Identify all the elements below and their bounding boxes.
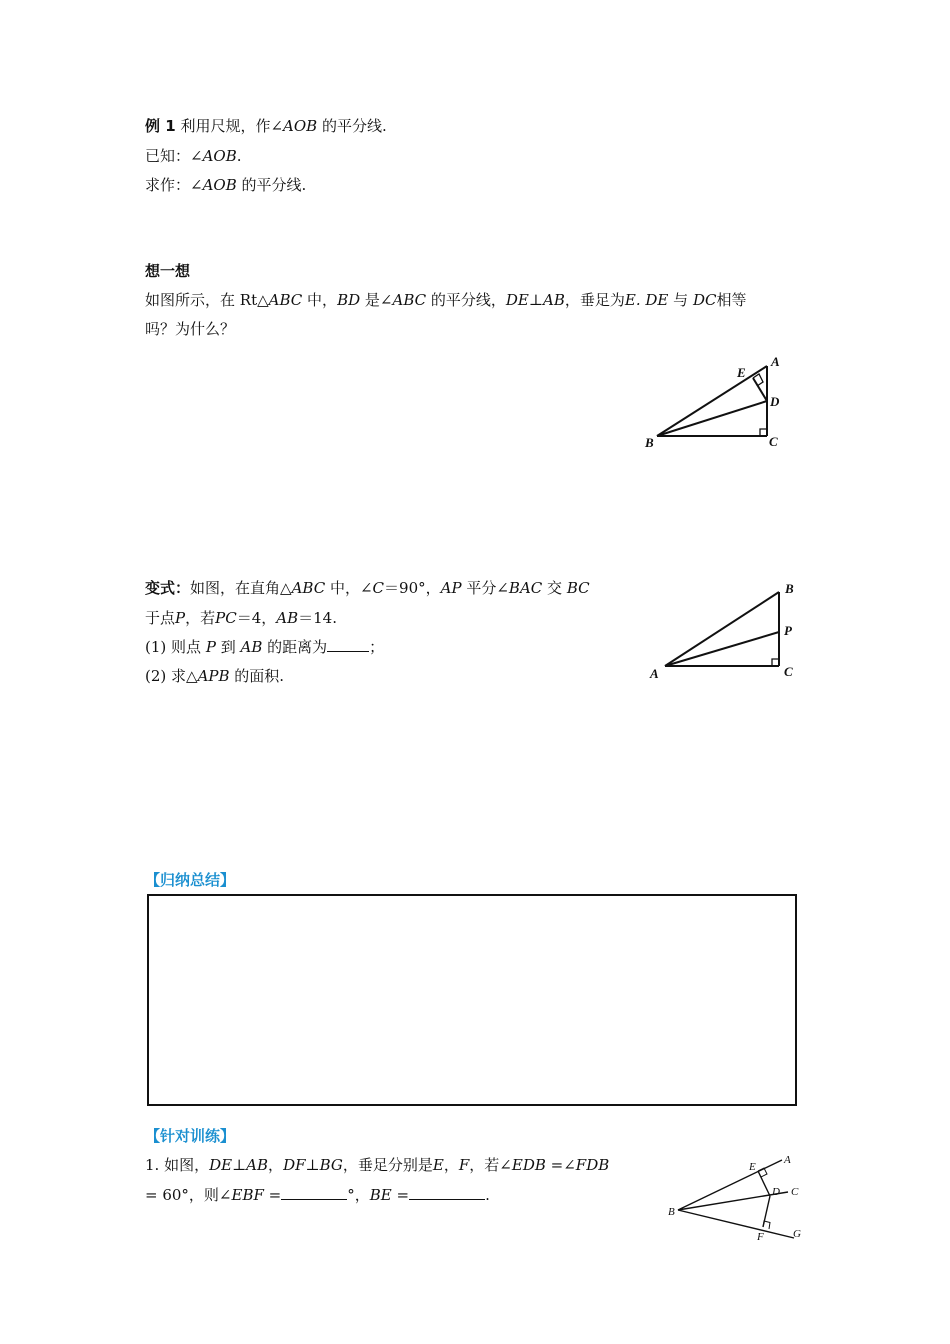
variant-text: 交 [547,579,563,597]
seg-bd: BD [337,291,361,309]
seg-ba [657,366,767,436]
variant-text: 于点 [145,609,176,627]
request-label: 求作：∠ [145,176,203,194]
label-a: A [784,1154,791,1166]
answer-blank-be [409,1185,485,1200]
summary-box[interactable] [147,894,797,1106]
variant-text: ＝4， [236,609,277,627]
point-p: P [205,638,216,656]
training-text: ， [443,1156,459,1174]
training-text: = [391,1186,410,1204]
label-f: F [757,1231,764,1243]
training-text: . [485,1186,490,1204]
variant-question-2 [145,666,284,686]
seg-ap: AP [440,579,462,597]
variant-figure [645,578,805,688]
variant-line1 [145,578,590,598]
label-e: E [749,1161,756,1173]
right-angle-c-icon [760,429,767,436]
angle-aob: AOB [202,147,237,165]
think-text: 的平分线， [430,291,506,309]
df-perp-bg: DF⊥BG [283,1156,343,1174]
think-question-line1 [145,290,746,310]
think-text: 如图所示，在 Rt△ [145,291,269,309]
de-perp-ab: DE⊥AB [209,1156,269,1174]
variant-text: 的面积. [234,667,285,685]
label-e: E [737,365,746,380]
label-d: D [772,1186,780,1198]
point-f: F [458,1156,470,1174]
variant-text: 如图，在直角△ [190,579,292,597]
label-d: D [770,394,780,409]
training-title: 【针对训练】 [145,1127,236,1145]
seg-ab: AB [240,638,263,656]
training-text: °， [347,1186,370,1204]
variant-text: 到 [220,638,236,656]
seg-pc: PC [215,609,237,627]
variant-text: 的距离为 [267,638,328,656]
label-g: G [793,1228,801,1240]
think-figure [640,355,790,455]
variant-text: ，若 [185,609,216,627]
training-text: ，垂足分别是 [342,1156,433,1174]
training-text: 1. 如图， [145,1156,210,1174]
answer-blank-angle [281,1185,347,1200]
think-text: 与 [673,291,689,309]
label-c: C [769,434,778,449]
think-text: 中， [307,291,338,309]
seg-be: BE [369,1186,392,1204]
variant-text: (2) 求△ [145,667,198,685]
training-text: = [263,1186,282,1204]
seg-bc: BC [566,579,590,597]
think-text: 是∠ [364,291,393,309]
seg-ap [665,632,779,666]
label-a: A [771,354,780,369]
variant-text: ； [369,638,385,656]
label-c: C [791,1186,799,1198]
tri-abc: ABC [291,579,326,597]
variant-text: 中，∠ [329,579,373,597]
training-text: ， [268,1156,284,1174]
training-text: ，若∠ [469,1156,512,1174]
seg-de [758,1171,770,1196]
right-angle-c-icon [772,659,779,666]
tri-apb: APB [197,667,230,685]
training-line1 [145,1155,609,1175]
think-text: 相等 [716,291,747,309]
variant-line2 [145,608,337,628]
angle-edb: EDB [511,1156,546,1174]
variant-text: ＝90°， [384,579,441,597]
given-end: . [236,147,242,165]
angle-bac: BAC [508,579,543,597]
think-title: 想一想 [145,262,191,280]
think-text: ，垂足为 [564,291,625,309]
angle-c: C [372,579,385,597]
example1-head: 例 1 [145,117,176,135]
point-p: P [175,609,186,627]
angle-aob: AOB [283,117,318,135]
training-text: =∠ [545,1156,576,1174]
seg-ab: AB [276,609,299,627]
ray-ba [678,1160,782,1210]
label-b: B [785,581,794,596]
training-line2 [145,1185,490,1205]
think-question-line2: 吗？为什么？ [145,320,236,338]
seg-de: DE [645,291,669,309]
label-c: C [784,664,793,679]
example1-text-end: 的平分线. [321,117,387,135]
de-perp-ab: DE⊥AB [505,291,565,309]
angle-abc: ABC [392,291,427,309]
request-end: 的平分线. [241,176,307,194]
variant-text: 平分∠ [466,579,509,597]
given-label: 已知：∠ [145,147,203,165]
variant-label: 变式： [145,579,191,597]
angle-fdb: FDB [575,1156,610,1174]
seg-de [753,378,767,401]
training-figure [662,1148,812,1248]
ray-bg [678,1210,794,1238]
example1-request [145,175,306,195]
example1-title-line [145,116,387,136]
example1-given [145,146,242,166]
summary-title: 【归纳总结】 [145,871,236,889]
label-b: B [668,1206,675,1218]
variant-text: (1) 则点 [145,638,202,656]
seg-dc: DC [692,291,717,309]
point-e: E. [624,291,641,309]
example1-text: 利用尺规，作∠ [180,117,284,135]
seg-ab [665,592,779,666]
angle-ebf: EBF [231,1186,264,1204]
label-a: A [650,666,659,681]
answer-blank [327,637,369,652]
label-p: P [784,623,792,638]
variant-question-1 [145,637,384,657]
tri-abc: ABC [268,291,303,309]
variant-text: ＝14. [298,609,337,627]
seg-bd [657,401,767,436]
point-e: E [432,1156,444,1174]
angle-aob: AOB [202,176,237,194]
label-b: B [645,435,654,450]
training-text: = 60°，则∠ [145,1186,232,1204]
